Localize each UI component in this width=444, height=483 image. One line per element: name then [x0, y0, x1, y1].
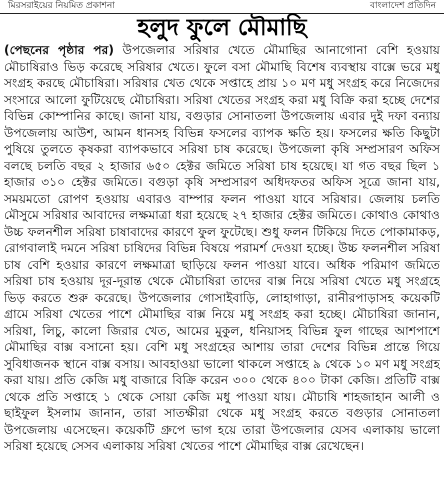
- masthead-right: বাংলাদেশ প্রতিদিন: [369, 1, 436, 11]
- article-kicker: (পেছনের পৃষ্ঠার পর): [4, 43, 114, 57]
- article-body: [4, 42, 440, 480]
- article-paragraph: [4, 42, 440, 455]
- masthead-left: মিরসরাইয়ের নিয়মিত প্রকাশনা: [8, 1, 115, 11]
- article-headline: হলুদ ফুলে মৌমাছি: [137, 15, 307, 41]
- article-text: উপজেলার সরিষার খেতে মৌমাছির আনাগোনা বেশি হওয়ায় মৌচাষিরাও ভিড় করেছে সরিষার খেতে। ফুলে বসা মৌমাছি বিশেষ ব্যবস্থায় বাক্সে ভরে মধু সংগ্রহ করছে মৌচাষিরা। সরিষার খেত থেকে সপ্তাহে প্রায় ১০ মণ মধু সংগ্রহ করে নিজেদের সংসারে আলো ফুটিয়েছে মৌচাষিরা। সরিষা খেতের সংগ্রহ করা মধু বিক্রি করা হচ্ছে দেশের বিভিন্ন কোম্পানির কাছে। জানা যায়, বগুড়ার সোনাতলা উপজেলায় এবার দুই দফা বন্যায় উপজেলায় আউশ, আমন ধানসহ বিভিন্ন ফসলের ব্যাপক ক্ষতি হয়। ফসলের ক্ষতি কিছুটা পুষিয়ে তুলতে কৃষকরা ব্যাপকভাবে সরিষা চাষ করেছে। উপজেলা কৃষি সম্প্রসারণ অফিস বলছে চলতি বছর ২ হাজার ৬৫০ হেক্টর জমিতে সরিষা চাষ হয়েছে। যা গত বছর ছিল ১ হাজার ৩১০ হেক্টর জমিতে। বগুড়া কৃষি সম্প্রসারণ অধিদফতর অফিস সূত্রে জানা যায়, সময়মতো রোপণ হওয়ায় এবারও বাম্পার ফলন পাওয়া যাবে সরিষার। জেলায় চলতি মৌসুমে সরিষার আবাদের লক্ষমাত্রা ধরা হয়েছে ২৭ হাজার হেক্টর জমিতে। কোথাও কোথাও উচ্চ ফলনশীল সরিষা চাষাবাদের কারণে ফুল ফুটেছে। শুধু ফলন টিকিয়ে দিতে পোকামাকড়, রোগবালাই দমনে সরিষা চাষিদের বিভিন্ন বিষয়ে পরামর্শ দেওয়া হচ্ছে। উচ্চ ফলনশীল সরিষা চাষ বেশি হওয়ার কারণে লক্ষমাত্রা ছাড়িয়ে ফলন পাওয়া যাবে। অধিক পরিমাণ জমিতে সরিষা চাষ হওয়ায় দূর-দূরান্ত থেকে মৌচাষিরা তাদের বাক্স নিয়ে সরিষা খেতে মধু সংগ্রহে ভিড় করতে শুরু করেছে। উপজেলার গোসাইবাড়ি, লোহাগাড়া, রানীরপাড়াসহ কয়েকটি গ্রামে সরিষা খেতের পাশে মৌমাছির বাক্স নিয়ে মধু সংগ্রহ করা হচ্ছে। মৌচাষিরা জানান, সরিষা, লিচু, কালো জিরার খেত, আমের মুকুল, ধনিয়াসহ বিভিন্ন ফুল গাছের আশপাশে মৌমাছির বাক্স বসানো হয়। বেশি মধু সংগ্রহের আশায় তারা দেশের বিভিন্ন প্রান্তে গিয়ে সুবিধাজনক স্থানে বাক্স বসায়। আবহাওয়া ভালো থাকলে সপ্তাহে ৯ থেকে ১০ মণ মধু সংগ্রহ করা যায়। প্রতি কেজি মধু বাজারে বিক্রি করেন ৩০০ থেকে ৪০০ টাকা কেজি। প্রতিটি বাক্স থেকে প্রতি সপ্তাহে ১ থেকে সোয়া কেজি মধু পাওয়া যায়। মৌচাষি শাহজাহান আলী ও ছাইফুল ইসলাম জানান, তারা সাতক্ষীরা থেকে মধু সংগ্রহ করতে বগুড়ার সোনাতলা উপজেলায় এসেছেন। কয়েকটি গ্রুপে ভাগ হয়ে তারা উপজেলার যেসব এলাকায় ভালো সরিষা হয়েছে সেসব এলাকায় সরিষা খেতের পাশে মৌমাছির বাক্স রেখেছেন।: [4, 43, 440, 453]
